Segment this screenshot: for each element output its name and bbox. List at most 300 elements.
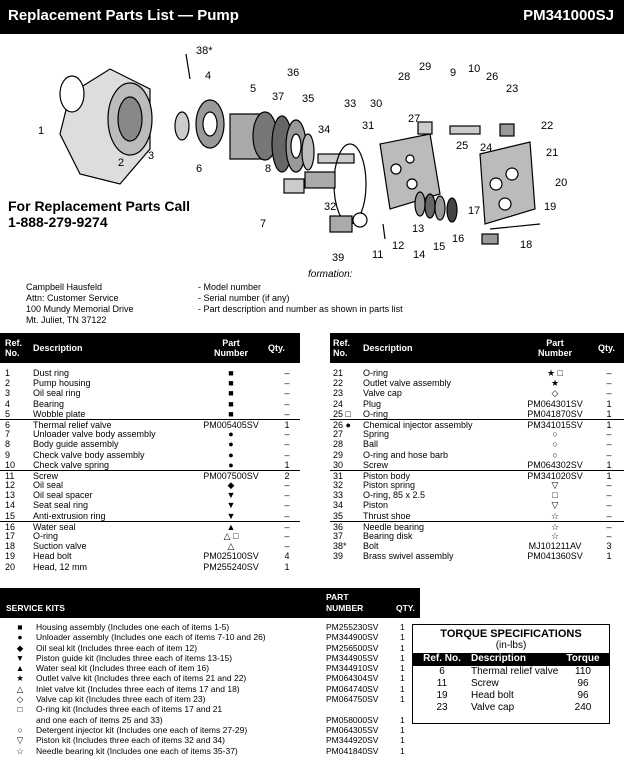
parts-table-left	[0, 333, 300, 572]
part-number: MJ101211AV	[528, 541, 582, 552]
kit-symbol: ●	[17, 632, 23, 643]
part-number: □	[552, 490, 558, 501]
torque-value: 240	[574, 702, 592, 713]
quantity: 1	[606, 459, 612, 470]
service-kits-header	[0, 588, 420, 618]
ref-number: 30	[333, 459, 344, 470]
quantity: –	[606, 439, 612, 450]
parts-table-header	[330, 333, 624, 363]
torque-subtitle: (in-lbs)	[495, 640, 527, 651]
quantity: –	[606, 510, 612, 521]
part-number: ●	[228, 449, 234, 460]
kit-symbol: ○	[17, 724, 23, 735]
part-number: ▽	[551, 500, 559, 511]
part-number: ▽	[551, 480, 559, 491]
pump-illustration	[0, 34, 624, 284]
ref-number: 8	[5, 439, 11, 450]
ref-number: 5	[5, 408, 11, 419]
note-line: - Part description and number as shown in parts list	[198, 304, 403, 314]
kit-quantity: 1	[400, 694, 405, 705]
kit-row	[0, 746, 420, 756]
kit-part-number: PM064304SV	[326, 673, 379, 684]
col-part: Part	[222, 338, 240, 348]
quantity: –	[606, 480, 612, 491]
part-number: ○	[552, 449, 558, 460]
ref-number: 22	[333, 378, 344, 389]
torque-row	[413, 666, 609, 678]
quantity: –	[284, 378, 290, 389]
col-part: PART	[326, 592, 349, 602]
col-part: Part	[546, 338, 564, 348]
part-number: ▼	[226, 500, 236, 511]
part-number: PM341015SV	[527, 419, 583, 430]
part-description: Oil seal spacer	[33, 490, 93, 501]
kit-description: Oil seal kit (Includes three each of item 12)	[36, 642, 198, 653]
torque-description: Valve cap	[471, 702, 515, 713]
callout-35: 35	[302, 93, 315, 105]
col-no: No.	[5, 348, 20, 358]
kit-symbol: ◇	[16, 694, 24, 705]
kit-quantity: 1	[400, 735, 405, 746]
callout-39: 39	[332, 252, 345, 264]
part-number: PM041360SV	[527, 551, 583, 562]
part-number: ▼	[226, 510, 236, 521]
ref-number: 16	[5, 521, 16, 532]
table-row	[330, 531, 624, 541]
kit-quantity: 1	[400, 745, 405, 756]
part-number: PM064302SV	[527, 459, 583, 470]
kit-quantity: 1	[400, 632, 405, 643]
part-description: Spring	[363, 429, 390, 440]
part-description: Wobble plate	[33, 408, 86, 419]
part-description: Bolt	[363, 541, 379, 552]
kit-description: Valve cap kit (Includes three each of item 23)	[36, 694, 206, 705]
part-description: O-ring	[33, 531, 59, 541]
phone-number: 1-888-279-9274	[8, 214, 108, 230]
col-qty: QTY.	[396, 603, 415, 613]
quantity: –	[284, 449, 290, 460]
torque-header	[413, 653, 609, 666]
part-description: Check valve spring	[33, 459, 110, 470]
kit-description: Unloader assembly (Includes one each of items 7-10 and 26)	[36, 632, 266, 643]
part-description: Check valve body assembly	[33, 449, 145, 460]
ref-number: 31	[333, 470, 344, 481]
torque-description: Thermal relief valve	[471, 666, 559, 677]
kit-description: Detergent injector kit (Includes one each of items 27-29)	[36, 724, 248, 735]
ref-number: 19	[5, 551, 16, 562]
kit-quantity: 1	[400, 652, 405, 663]
part-number: △	[227, 541, 235, 552]
quantity: 1	[606, 551, 612, 562]
part-description: O-ring, 85 x 2.5	[363, 490, 426, 501]
part-description: Pump housing	[33, 378, 91, 389]
phone-callout	[8, 198, 190, 230]
part-number: ▼	[226, 490, 236, 501]
ref-number: 29	[333, 449, 344, 460]
part-number: ■	[228, 398, 234, 409]
col-ref: Ref.	[333, 338, 351, 348]
service-kits-title: SERVICE KITS	[6, 603, 65, 613]
ref-number: 28	[333, 439, 344, 450]
torque-title: TORQUE SPECIFICATIONS	[440, 628, 582, 640]
col-ref: Ref. No.	[423, 653, 461, 664]
kit-quantity: 1	[400, 622, 405, 632]
callout-11: 11	[372, 249, 384, 261]
kit-row	[0, 694, 420, 704]
ref-number: 20	[5, 561, 16, 572]
address-line: Attn: Customer Service	[26, 293, 119, 303]
quantity: –	[284, 439, 290, 450]
part-number: ●	[228, 459, 234, 470]
col-no: No.	[333, 348, 348, 358]
part-description: Piston spring	[363, 480, 416, 491]
quantity: –	[606, 388, 612, 399]
kit-quantity: 1	[400, 663, 405, 674]
table-row	[330, 409, 624, 419]
ref-number: 7	[5, 429, 11, 440]
kit-description: and one each of items 25 and 33)	[36, 714, 163, 725]
table-row	[0, 480, 300, 490]
part-description: Screw	[363, 459, 389, 470]
ref-number: 4	[5, 398, 11, 409]
kit-quantity: 1	[400, 683, 405, 694]
kit-part-number: PM255230SV	[326, 622, 379, 632]
ref-number: 9	[5, 449, 11, 460]
quantity: –	[284, 368, 290, 378]
torque-specifications	[412, 624, 610, 724]
part-number: ★	[550, 378, 560, 389]
kit-part-number: PM064305SV	[326, 724, 379, 735]
part-number: ☆	[550, 521, 560, 532]
part-number: ☆	[550, 510, 560, 521]
kit-quantity: 1	[400, 673, 405, 684]
kit-quantity: 1	[400, 724, 405, 735]
ref-number: 35	[333, 510, 344, 521]
model-number: PM341000SJ	[523, 7, 614, 24]
part-description: Plug	[363, 398, 382, 409]
table-row	[0, 511, 300, 521]
callout-5: 5	[250, 83, 257, 95]
table-row	[0, 551, 300, 561]
kit-row	[0, 725, 420, 735]
note-line: - Serial number (if any)	[198, 293, 290, 303]
kit-row	[0, 663, 420, 673]
kit-symbol: ■	[17, 622, 23, 632]
table-row	[0, 419, 300, 429]
callout-32: 32	[324, 201, 337, 213]
callout-27: 27	[408, 113, 421, 125]
quantity: –	[606, 368, 612, 378]
table-row	[330, 388, 624, 398]
part-description: Dust ring	[33, 368, 70, 378]
note-line: - Model number	[198, 282, 262, 292]
callout-9: 9	[450, 67, 457, 79]
ref-number: 15	[5, 510, 16, 521]
page-title: Replacement Parts List — Pump	[8, 7, 239, 24]
quantity: –	[606, 521, 612, 532]
callout-29: 29	[419, 61, 432, 73]
quantity: 3	[606, 541, 612, 552]
torque-row	[413, 690, 609, 702]
kit-row	[0, 643, 420, 653]
quantity: 1	[284, 459, 290, 470]
quantity: –	[606, 500, 612, 511]
col-torque: Torque	[566, 653, 600, 664]
kit-symbol: ▽	[16, 735, 24, 746]
col-number: NUMBER	[326, 603, 364, 613]
torque-value: 96	[577, 678, 589, 689]
kit-part-number: PM064750SV	[326, 694, 379, 705]
callout-30: 30	[370, 98, 383, 110]
callout-14: 14	[413, 249, 426, 261]
table-row	[330, 480, 624, 490]
required-info-list	[198, 282, 403, 315]
kit-row	[0, 653, 420, 663]
callout-6: 6	[196, 163, 203, 175]
callout-1: 1	[38, 125, 45, 137]
ref-number: 10	[5, 459, 16, 470]
kit-symbol: □	[17, 704, 23, 715]
part-number: ■	[228, 368, 234, 378]
callout-4: 4	[205, 70, 212, 82]
ref-number: 2	[5, 378, 11, 389]
quantity: 1	[606, 470, 612, 481]
quantity: –	[284, 541, 290, 552]
kit-description: Piston guide kit (Includes three each of items 13-15)	[36, 652, 233, 663]
table-row	[0, 409, 300, 419]
torque-description: Screw	[471, 678, 499, 689]
ref-number: 34	[333, 500, 344, 511]
table-row	[330, 470, 624, 480]
part-description: Ball	[363, 439, 379, 450]
callout-37: 37	[272, 91, 285, 103]
quantity: 1	[606, 398, 612, 409]
part-description: Thermal relief valve	[33, 419, 112, 430]
callout-34: 34	[318, 124, 331, 136]
ref-number: 21	[333, 368, 344, 378]
ref-number: 17	[5, 531, 16, 541]
ref-number: 38*	[333, 541, 347, 552]
ref-number: 33	[333, 490, 344, 501]
part-number: PM007500SV	[203, 470, 259, 481]
torque-description: Head bolt	[471, 690, 514, 701]
part-number: ○	[552, 429, 558, 440]
table-row	[0, 378, 300, 388]
ref-number: 32	[333, 480, 344, 491]
torque-row	[413, 678, 609, 690]
callout-31: 31	[362, 120, 375, 132]
table-row	[0, 450, 300, 460]
ref-number: 39	[333, 551, 344, 562]
quantity: –	[606, 531, 612, 541]
part-description: Needle bearing	[363, 521, 425, 532]
table-row	[0, 490, 300, 500]
col-qty: Qty.	[598, 343, 615, 353]
part-number: ☆	[550, 531, 560, 541]
callout-33: 33	[344, 98, 357, 110]
kit-part-number: PM058000SV	[326, 714, 379, 725]
parts-table-right	[330, 333, 624, 562]
part-description: Anti-extrusion ring	[33, 510, 106, 521]
table-row	[330, 541, 624, 551]
part-description: Body guide assembly	[33, 439, 119, 450]
mailing-address	[26, 282, 134, 326]
part-description: Outlet valve assembly	[363, 378, 452, 389]
kit-symbol: ◆	[16, 642, 24, 653]
table-row	[0, 429, 300, 439]
part-description: Brass swivel assembly	[363, 551, 454, 562]
ref-number: 37	[333, 531, 344, 541]
ref-number: 13	[5, 490, 16, 501]
part-description: O-ring	[363, 408, 389, 419]
part-description: Chemical injector assembly	[363, 419, 473, 430]
part-number: PM025100SV	[203, 551, 259, 562]
torque-ref: 23	[436, 702, 448, 713]
part-number: ◇	[551, 388, 559, 399]
kit-row	[0, 673, 420, 683]
table-row	[0, 500, 300, 510]
kit-row	[0, 715, 420, 725]
callout-7: 7	[260, 218, 267, 230]
part-description: O-ring and hose barb	[363, 449, 449, 460]
ref-number: 27	[333, 429, 344, 440]
part-number: ●	[228, 439, 234, 450]
address-line: 100 Mundy Memorial Drive	[26, 304, 134, 314]
callout-8: 8	[265, 163, 272, 175]
ref-number: 25 □	[333, 408, 351, 419]
kit-part-number: PM064740SV	[326, 683, 379, 694]
part-number: △ □	[223, 531, 239, 541]
col-number: Number	[537, 348, 572, 358]
ref-number: 11	[5, 470, 15, 481]
part-description: Oil seal ring	[33, 388, 81, 399]
part-number: ★ □	[546, 368, 563, 378]
quantity: –	[606, 378, 612, 389]
ref-number: 24	[333, 398, 344, 409]
kit-description: Housing assembly (Includes one each of items 1-5)	[36, 622, 230, 632]
part-description: Screw	[33, 470, 59, 481]
part-description: Piston body	[363, 470, 411, 481]
kit-part-number: PM344905SV	[326, 652, 379, 663]
part-number: ■	[228, 408, 234, 419]
table-row	[0, 531, 300, 541]
table-row	[330, 521, 624, 531]
kit-part-number: PM344910SV	[326, 663, 379, 674]
col-description: Description	[33, 343, 83, 353]
part-number: ○	[552, 439, 558, 450]
kit-description: Piston kit (Includes three each of items 32 and 34)	[36, 735, 225, 746]
callout-24: 24	[480, 142, 493, 154]
callout-22: 22	[541, 120, 554, 132]
address-line: Campbell Hausfeld	[26, 282, 103, 292]
kit-symbol: ★	[16, 673, 24, 684]
callout-21: 21	[546, 147, 559, 159]
table-row	[330, 439, 624, 449]
ref-number: 18	[5, 541, 16, 552]
ref-number: 1	[5, 368, 11, 378]
callout-25: 25	[456, 140, 469, 152]
quantity: –	[284, 490, 290, 501]
col-description: Description	[471, 653, 527, 664]
callout-13: 13	[412, 223, 425, 235]
quantity: –	[284, 408, 290, 419]
col-description: Description	[363, 343, 413, 353]
kit-row	[0, 684, 420, 694]
quantity: –	[284, 521, 290, 532]
quantity: 1	[606, 408, 612, 419]
quantity: –	[284, 500, 290, 511]
phone-callout-text: For Replacement Parts Call	[8, 198, 191, 214]
kit-description: Needle bearing kit (Includes one each of items 35-37)	[36, 745, 238, 756]
part-description: Water seal	[33, 521, 76, 532]
kit-symbol: ▲	[15, 663, 25, 674]
parts-table-header	[0, 333, 300, 363]
title-bar	[0, 0, 624, 34]
kit-row	[0, 704, 420, 714]
part-description: Seat seal ring	[33, 500, 89, 511]
kit-symbol: ☆	[16, 745, 24, 756]
col-ref: Ref.	[5, 338, 23, 348]
torque-ref: 6	[439, 666, 445, 677]
kit-description: O-ring kit (Includes three each of items 17 and 21	[36, 704, 223, 715]
quantity: 1	[284, 561, 290, 572]
table-row	[330, 429, 624, 439]
table-row	[330, 450, 624, 460]
torque-ref: 19	[436, 690, 448, 701]
part-description: Piston	[363, 500, 389, 511]
callout-3: 3	[148, 150, 155, 162]
kit-row	[0, 735, 420, 745]
part-description: Head, 12 mm	[33, 561, 88, 572]
table-row	[0, 368, 300, 378]
part-description: Valve cap	[363, 388, 402, 399]
callout-16: 16	[452, 233, 465, 245]
callout-23: 23	[506, 83, 519, 95]
table-row	[0, 541, 300, 551]
table-row	[0, 399, 300, 409]
ref-number: 36	[333, 521, 344, 532]
callout-12: 12	[392, 240, 405, 252]
table-row	[0, 562, 300, 572]
table-row	[330, 551, 624, 561]
part-number: ■	[228, 378, 234, 389]
kit-row	[0, 632, 420, 642]
kit-part-number: PM256500SV	[326, 642, 379, 653]
table-row	[0, 388, 300, 398]
part-number: ◆	[227, 480, 235, 491]
part-number: ▲	[226, 521, 236, 532]
address-line: Mt. Juliet, TN 37122	[26, 315, 107, 325]
table-row	[0, 521, 300, 531]
callout-38: 38*	[196, 45, 213, 57]
table-row	[330, 378, 624, 388]
quantity: 1	[284, 419, 290, 430]
callout-19: 19	[544, 201, 557, 213]
kit-quantity: 1	[400, 642, 405, 653]
kit-part-number: PM041840SV	[326, 745, 379, 756]
kit-row	[0, 622, 420, 632]
part-description: Unloader valve body assembly	[33, 429, 156, 440]
table-row	[330, 490, 624, 500]
table-row	[0, 460, 300, 470]
quantity: –	[284, 398, 290, 409]
table-row	[0, 439, 300, 449]
ref-number: 12	[5, 480, 16, 491]
ref-number: 23	[333, 388, 344, 399]
callout-18: 18	[520, 239, 533, 251]
part-number: PM041870SV	[527, 408, 583, 419]
table-row	[330, 368, 624, 378]
